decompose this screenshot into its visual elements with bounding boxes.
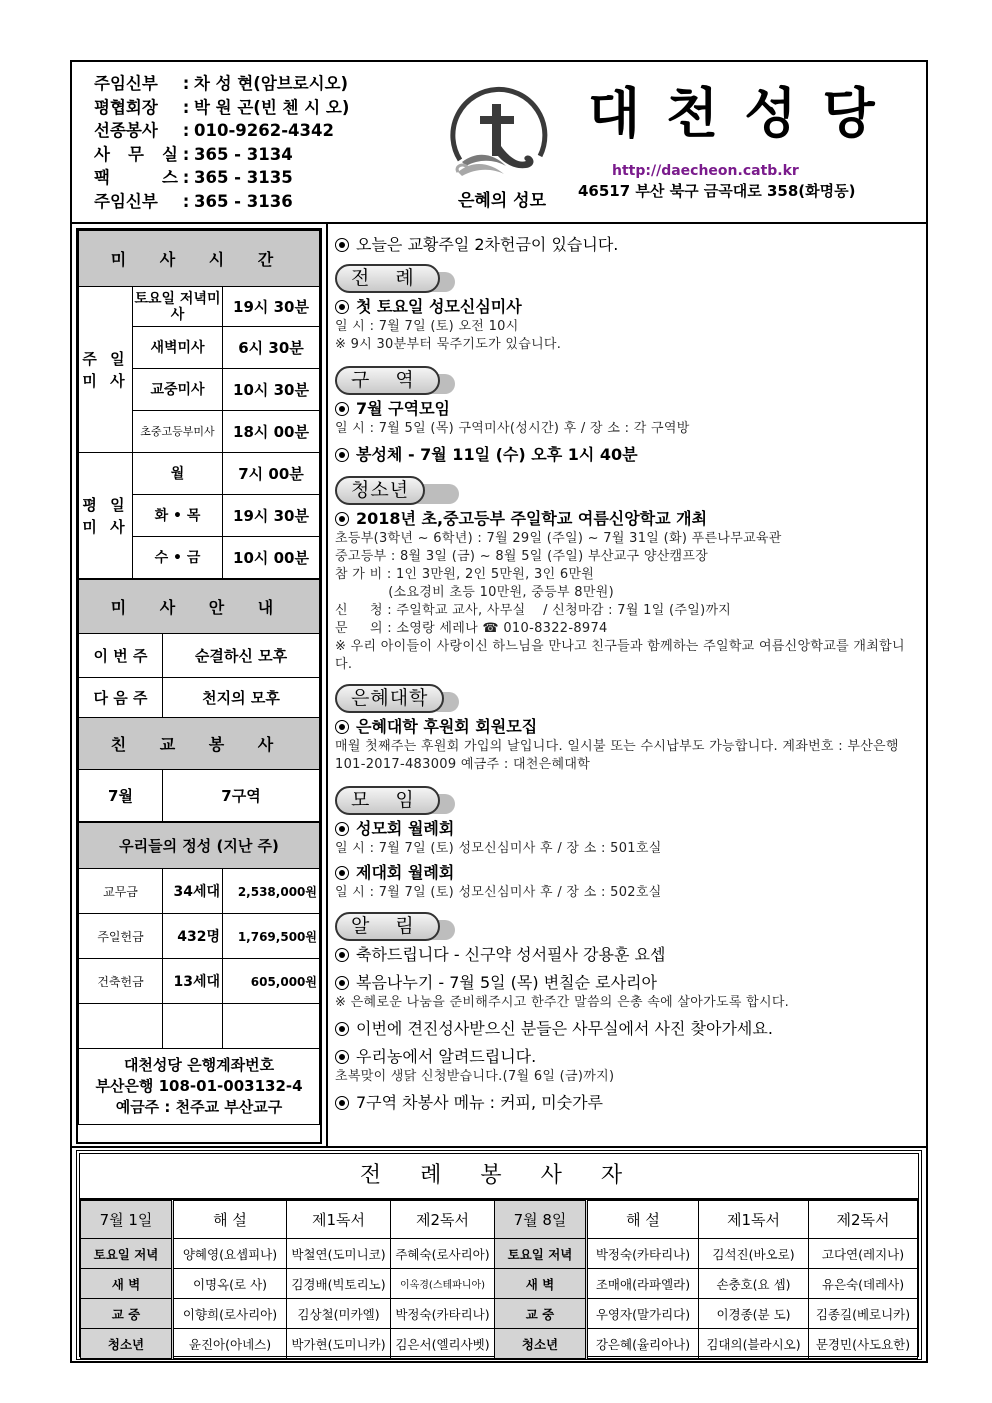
server-name: 김상철(미카엘)	[287, 1299, 391, 1329]
section-tag-grace-university	[335, 682, 918, 716]
mass-type: 새벽미사	[133, 327, 223, 369]
server-name: 이옥경(스테파니아)	[391, 1269, 495, 1299]
announcement-detail: 일 시 : 7월 7일 (토) 성모신심미사 후 / 장 소 : 502호실	[335, 885, 662, 900]
section-tag-label: 전 례	[335, 264, 440, 293]
mass-time: 19시 30분	[223, 287, 320, 327]
announcement-item	[335, 972, 918, 994]
server-name: 박정숙(카타리나)	[391, 1299, 495, 1329]
bullet-icon	[335, 1050, 349, 1064]
offerings-title: 우리들의 정성 (지난 주)	[79, 823, 320, 869]
server-name: 윤진아(아네스)	[173, 1329, 287, 1359]
column-header: 해 설	[587, 1201, 699, 1239]
fellowship-district: 7구역	[163, 770, 320, 822]
server-name: 조매애(라파엘라)	[587, 1269, 699, 1299]
mass-time: 6시 30분	[223, 327, 320, 369]
liturgy-servers-table	[76, 1150, 922, 1360]
announcement-item	[335, 398, 918, 420]
announcement-item	[335, 296, 918, 318]
mass-guide-label: 다 음 주	[79, 678, 163, 718]
logo-caption: 은혜의 성모	[457, 191, 547, 211]
announcement-title: 제대회 월례회	[356, 863, 455, 882]
announcement-item	[335, 1018, 918, 1040]
mass-guide-table	[78, 579, 320, 822]
section-tag-label: 은혜대학	[335, 684, 444, 713]
column-header: 제2독서	[391, 1201, 495, 1239]
section-tag-youth	[335, 474, 918, 508]
announcement-title: 이번에 견진성사받으신 분들은 사무실에서 사진 찾아가세요.	[356, 1019, 773, 1038]
server-name: 김석진(바오로)	[699, 1239, 809, 1269]
announcement-detail: (소요경비 초등 10만원, 중등부 8만원)	[335, 585, 614, 600]
contact-value: 365 - 3135	[194, 168, 293, 187]
announcement-detail: 초등부(3학년 ~ 6학년) : 7월 29일 (주일) ~ 7월 31일 (화) 푸른나무교육관	[335, 531, 782, 546]
role-label: 청소년	[81, 1329, 173, 1359]
contact-row	[94, 190, 349, 214]
server-name: 박가현(도미니카)	[287, 1329, 391, 1359]
role-label: 교 중	[495, 1299, 587, 1329]
server-name: 김종길(베로니카)	[809, 1299, 918, 1329]
announcement-item	[335, 1046, 918, 1068]
bank-account-holder: 예금주 : 천주교 부산교구	[115, 1098, 283, 1116]
mass-time: 18시 00분	[223, 411, 320, 453]
mass-type: 교중미사	[133, 369, 223, 411]
section-tag-notices	[335, 910, 918, 944]
bullet-icon	[335, 1096, 349, 1110]
bank-account-info	[79, 1049, 320, 1125]
contact-row	[94, 143, 349, 167]
contact-label: 주임신부	[94, 74, 158, 93]
announcement-item	[335, 444, 918, 466]
offering-count: 432명	[163, 914, 223, 959]
mass-guide-label: 이 번 주	[79, 634, 163, 678]
sunday-mass-group-label: 주 일 미 사	[79, 287, 133, 453]
table-row	[81, 1239, 918, 1269]
announcement-detail: 참 가 비 : 1인 3만원, 2인 5만원, 3인 6만원	[335, 567, 595, 582]
announcement-detail: 신 청 : 주일학교 교사, 사무실 / 신청마감 : 7월 1일 (주일)까지	[335, 603, 732, 618]
table-row	[81, 1299, 918, 1329]
left-sidebar	[76, 228, 322, 1144]
section-tag-label: 구 역	[335, 366, 440, 395]
contact-label: 평협회장	[94, 97, 158, 117]
contact-value: 박 원 곤(빈 첸 시 오)	[194, 97, 350, 117]
contact-label: 주임신부	[94, 191, 158, 211]
bullet-icon	[335, 948, 349, 962]
offerings-table	[78, 822, 320, 1125]
bullet-icon	[335, 238, 349, 252]
contact-label: 사 무 실	[94, 144, 178, 164]
announcement-item	[335, 818, 918, 840]
contact-label: 선종봉사	[94, 121, 158, 140]
server-name: 김은서(엘리사벳)	[391, 1329, 495, 1359]
bullet-icon	[335, 976, 349, 990]
bullet-icon	[335, 866, 349, 880]
server-name: 이명옥(로 사)	[173, 1269, 287, 1299]
section-tag-meetings	[335, 784, 918, 818]
column-header: 해 설	[173, 1201, 287, 1239]
bullet-icon	[335, 448, 349, 462]
section-tag-liturgy	[335, 262, 918, 296]
announcement-title: 첫 토요일 성모신심미사	[356, 297, 522, 316]
server-name: 이향희(로사리아)	[173, 1299, 287, 1329]
bullet-icon	[335, 1022, 349, 1036]
mass-time: 7시 00분	[223, 453, 320, 495]
column-header: 제2독서	[809, 1201, 918, 1239]
offering-amount: 605,000원	[223, 959, 320, 1004]
offering-count: 13세대	[163, 959, 223, 1004]
servers-grid	[80, 1200, 918, 1359]
column-header: 제1독서	[699, 1201, 809, 1239]
table-row	[81, 1329, 918, 1359]
announcement-title: 7구역 차봉사 메뉴 : 커피, 미숫가루	[356, 1093, 604, 1112]
contact-list	[94, 72, 349, 213]
role-label: 새 벽	[495, 1269, 587, 1299]
separator: :	[182, 144, 190, 164]
separator: :	[182, 191, 190, 211]
bulletin-page	[70, 60, 928, 1363]
announcement-detail: ※ 우리 아이들이 사랑이신 하느님을 만나고 친구들과 함께하는 주일학교 여름신앙학교를 개최합니다.	[335, 639, 905, 672]
bulletin-header	[72, 62, 926, 224]
bullet-icon	[335, 720, 349, 734]
servers-title: 전 례 봉 사 자	[80, 1154, 918, 1200]
table-row	[81, 1269, 918, 1299]
role-label: 새 벽	[81, 1269, 173, 1299]
offering-empty-cell	[163, 1004, 223, 1049]
offering-count: 34세대	[163, 869, 223, 914]
mass-type: 월	[133, 453, 223, 495]
announcement-title: 2018년 초,중고등부 주일학교 여름신앙학교 개최	[356, 509, 708, 528]
offering-empty-cell	[79, 1004, 163, 1049]
column-divider	[326, 224, 328, 1148]
announcement-detail: ※ 9시 30분부터 묵주기도가 있습니다.	[335, 337, 562, 352]
announcement-detail: 일 시 : 7월 7일 (토) 성모신심미사 후 / 장 소 : 501호실	[335, 841, 662, 856]
announcement-item	[335, 508, 918, 530]
server-name: 주혜숙(로사리아)	[391, 1239, 495, 1269]
intro-announcement	[335, 234, 918, 256]
announcement-detail: 일 시 : 7월 5일 (목) 구역미사(성시간) 후 / 장 소 : 각 구역방	[335, 421, 690, 436]
announcement-title: 봉성체 - 7월 11일 (수) 오후 1시 40분	[356, 445, 638, 464]
church-logo	[432, 82, 572, 222]
role-label: 토요일 저녁	[495, 1239, 587, 1269]
server-name: 김대의(블라시오)	[699, 1329, 809, 1359]
offering-amount: 1,769,500원	[223, 914, 320, 959]
mass-guide-title: 미 사 안 내	[79, 580, 320, 634]
separator: :	[182, 121, 190, 140]
column-header: 제1독서	[287, 1201, 391, 1239]
fellowship-month: 7월	[79, 770, 163, 822]
announcement-detail: 문 의 : 소영랑 세레나 ☎ 010-8322-8974	[335, 621, 608, 636]
church-name: 대천성당	[588, 82, 901, 145]
bullet-icon	[335, 402, 349, 416]
announcements-panel	[329, 228, 924, 1144]
servers-header-row	[81, 1201, 918, 1239]
server-name: 김경배(빅토리노)	[287, 1269, 391, 1299]
contact-label: 팩 스	[94, 168, 178, 187]
server-name: 유은숙(데레사)	[809, 1269, 918, 1299]
mass-time: 10시 30분	[223, 369, 320, 411]
server-name: 이경종(분 도)	[699, 1299, 809, 1329]
church-address: 46517 부산 북구 금곡대로 358(화명동)	[578, 182, 856, 200]
announcement-title: 은혜대학 후원회 회원모집	[356, 717, 538, 736]
announcement-detail: 초복맞이 생닭 신청받습니다.(7월 6일 (금)까지)	[335, 1069, 615, 1084]
contact-row	[94, 166, 349, 190]
announcement-detail: 중고등부 : 8월 3일 (금) ~ 8월 5일 (주일) 부산교구 양산캠프장	[335, 549, 709, 564]
bullet-icon	[335, 512, 349, 526]
announcement-title: 축하드립니다 - 신구약 성서필사 강용훈 요셉	[356, 945, 666, 964]
section-tag-label: 청소년	[335, 476, 425, 505]
bank-account-number: 부산은행 108-01-003132-4	[95, 1077, 303, 1095]
offering-amount: 2,538,000원	[223, 869, 320, 914]
announcement-detail: 매월 첫째주는 후원회 가입의 날입니다. 일시불 또는 수시납부도 가능합니다. 계좌번호 : 부산은행 101-2017-483009 예금주 : 대천은혜대학	[335, 739, 899, 772]
server-name: 우영자(말가리다)	[587, 1299, 699, 1329]
contact-value: 010-9262-4342	[194, 121, 334, 140]
offering-label: 교무금	[79, 869, 163, 914]
fellowship-service-title: 친 교 봉 사	[79, 718, 320, 770]
separator: :	[182, 74, 190, 93]
server-name: 박정숙(카타리나)	[587, 1239, 699, 1269]
mass-type: 초중고등부미사	[133, 411, 223, 453]
week-date: 7월 1일	[81, 1201, 173, 1239]
mass-times-table	[78, 230, 320, 579]
mass-time: 10시 00분	[223, 537, 320, 579]
announcement-item	[335, 1092, 918, 1114]
announcement-title: 성모회 월례회	[356, 819, 455, 838]
announcement-title: 복음나누기 - 7월 5일 (목) 변칠순 로사리아	[356, 973, 657, 992]
offering-label: 건축헌금	[79, 959, 163, 1004]
bullet-icon	[335, 822, 349, 836]
server-name: 박철연(도미니코)	[287, 1239, 391, 1269]
mass-times-title: 미 사 시 간	[79, 231, 320, 287]
role-label: 청소년	[495, 1329, 587, 1359]
section-divider	[72, 1146, 926, 1148]
contact-row	[94, 119, 349, 143]
announcement-item	[335, 944, 918, 966]
announcement-item	[335, 716, 918, 738]
mass-type: 수 • 금	[133, 537, 223, 579]
role-label: 토요일 저녁	[81, 1239, 173, 1269]
contact-value: 차 성 현(암브로시오)	[194, 74, 349, 93]
offering-label: 주일헌금	[79, 914, 163, 959]
section-tag-label: 모 임	[335, 786, 440, 815]
announcement-detail: ※ 은혜로운 나눔을 준비해주시고 한주간 말씀의 은총 속에 살아가도록 합시다.	[335, 995, 790, 1010]
announcement-title: 7월 구역모임	[356, 399, 450, 418]
announcement-title: 우리농에서 알려드립니다.	[356, 1047, 537, 1066]
contact-value: 365 - 3134	[194, 144, 293, 164]
separator: :	[182, 168, 190, 187]
announcement-text: 오늘은 교황주일 2차헌금이 있습니다.	[356, 235, 619, 254]
bank-title: 대천성당 은행계좌번호	[123, 1056, 275, 1074]
contact-row	[94, 72, 349, 96]
weekday-mass-group-label: 평 일 미 사	[79, 453, 133, 579]
section-tag-district	[335, 364, 918, 398]
mass-type: 화 • 목	[133, 495, 223, 537]
mass-guide-value: 천지의 모후	[163, 678, 320, 718]
mass-guide-value: 순결하신 모후	[163, 634, 320, 678]
cross-wave-logo-icon	[442, 86, 552, 186]
separator: :	[182, 97, 190, 117]
week-date: 7월 8일	[495, 1201, 587, 1239]
church-url-link[interactable]: http://daecheon.catb.kr	[612, 163, 799, 179]
server-name: 손충호(요 셉)	[699, 1269, 809, 1299]
mass-type: 토요일 저녁미사	[133, 287, 223, 327]
server-name: 문경민(사도요한)	[809, 1329, 918, 1359]
server-name: 양혜영(요셉피나)	[173, 1239, 287, 1269]
announcement-detail: 일 시 : 7월 7일 (토) 오전 10시	[335, 319, 519, 334]
section-tag-label: 알 림	[335, 912, 440, 941]
server-name: 강은혜(율리아나)	[587, 1329, 699, 1359]
contact-row	[94, 96, 349, 120]
bullet-icon	[335, 300, 349, 314]
announcement-item	[335, 862, 918, 884]
offering-empty-cell	[223, 1004, 320, 1049]
server-name: 고다연(레지나)	[809, 1239, 918, 1269]
mass-time: 19시 30분	[223, 495, 320, 537]
role-label: 교 중	[81, 1299, 173, 1329]
contact-value: 365 - 3136	[194, 191, 293, 211]
